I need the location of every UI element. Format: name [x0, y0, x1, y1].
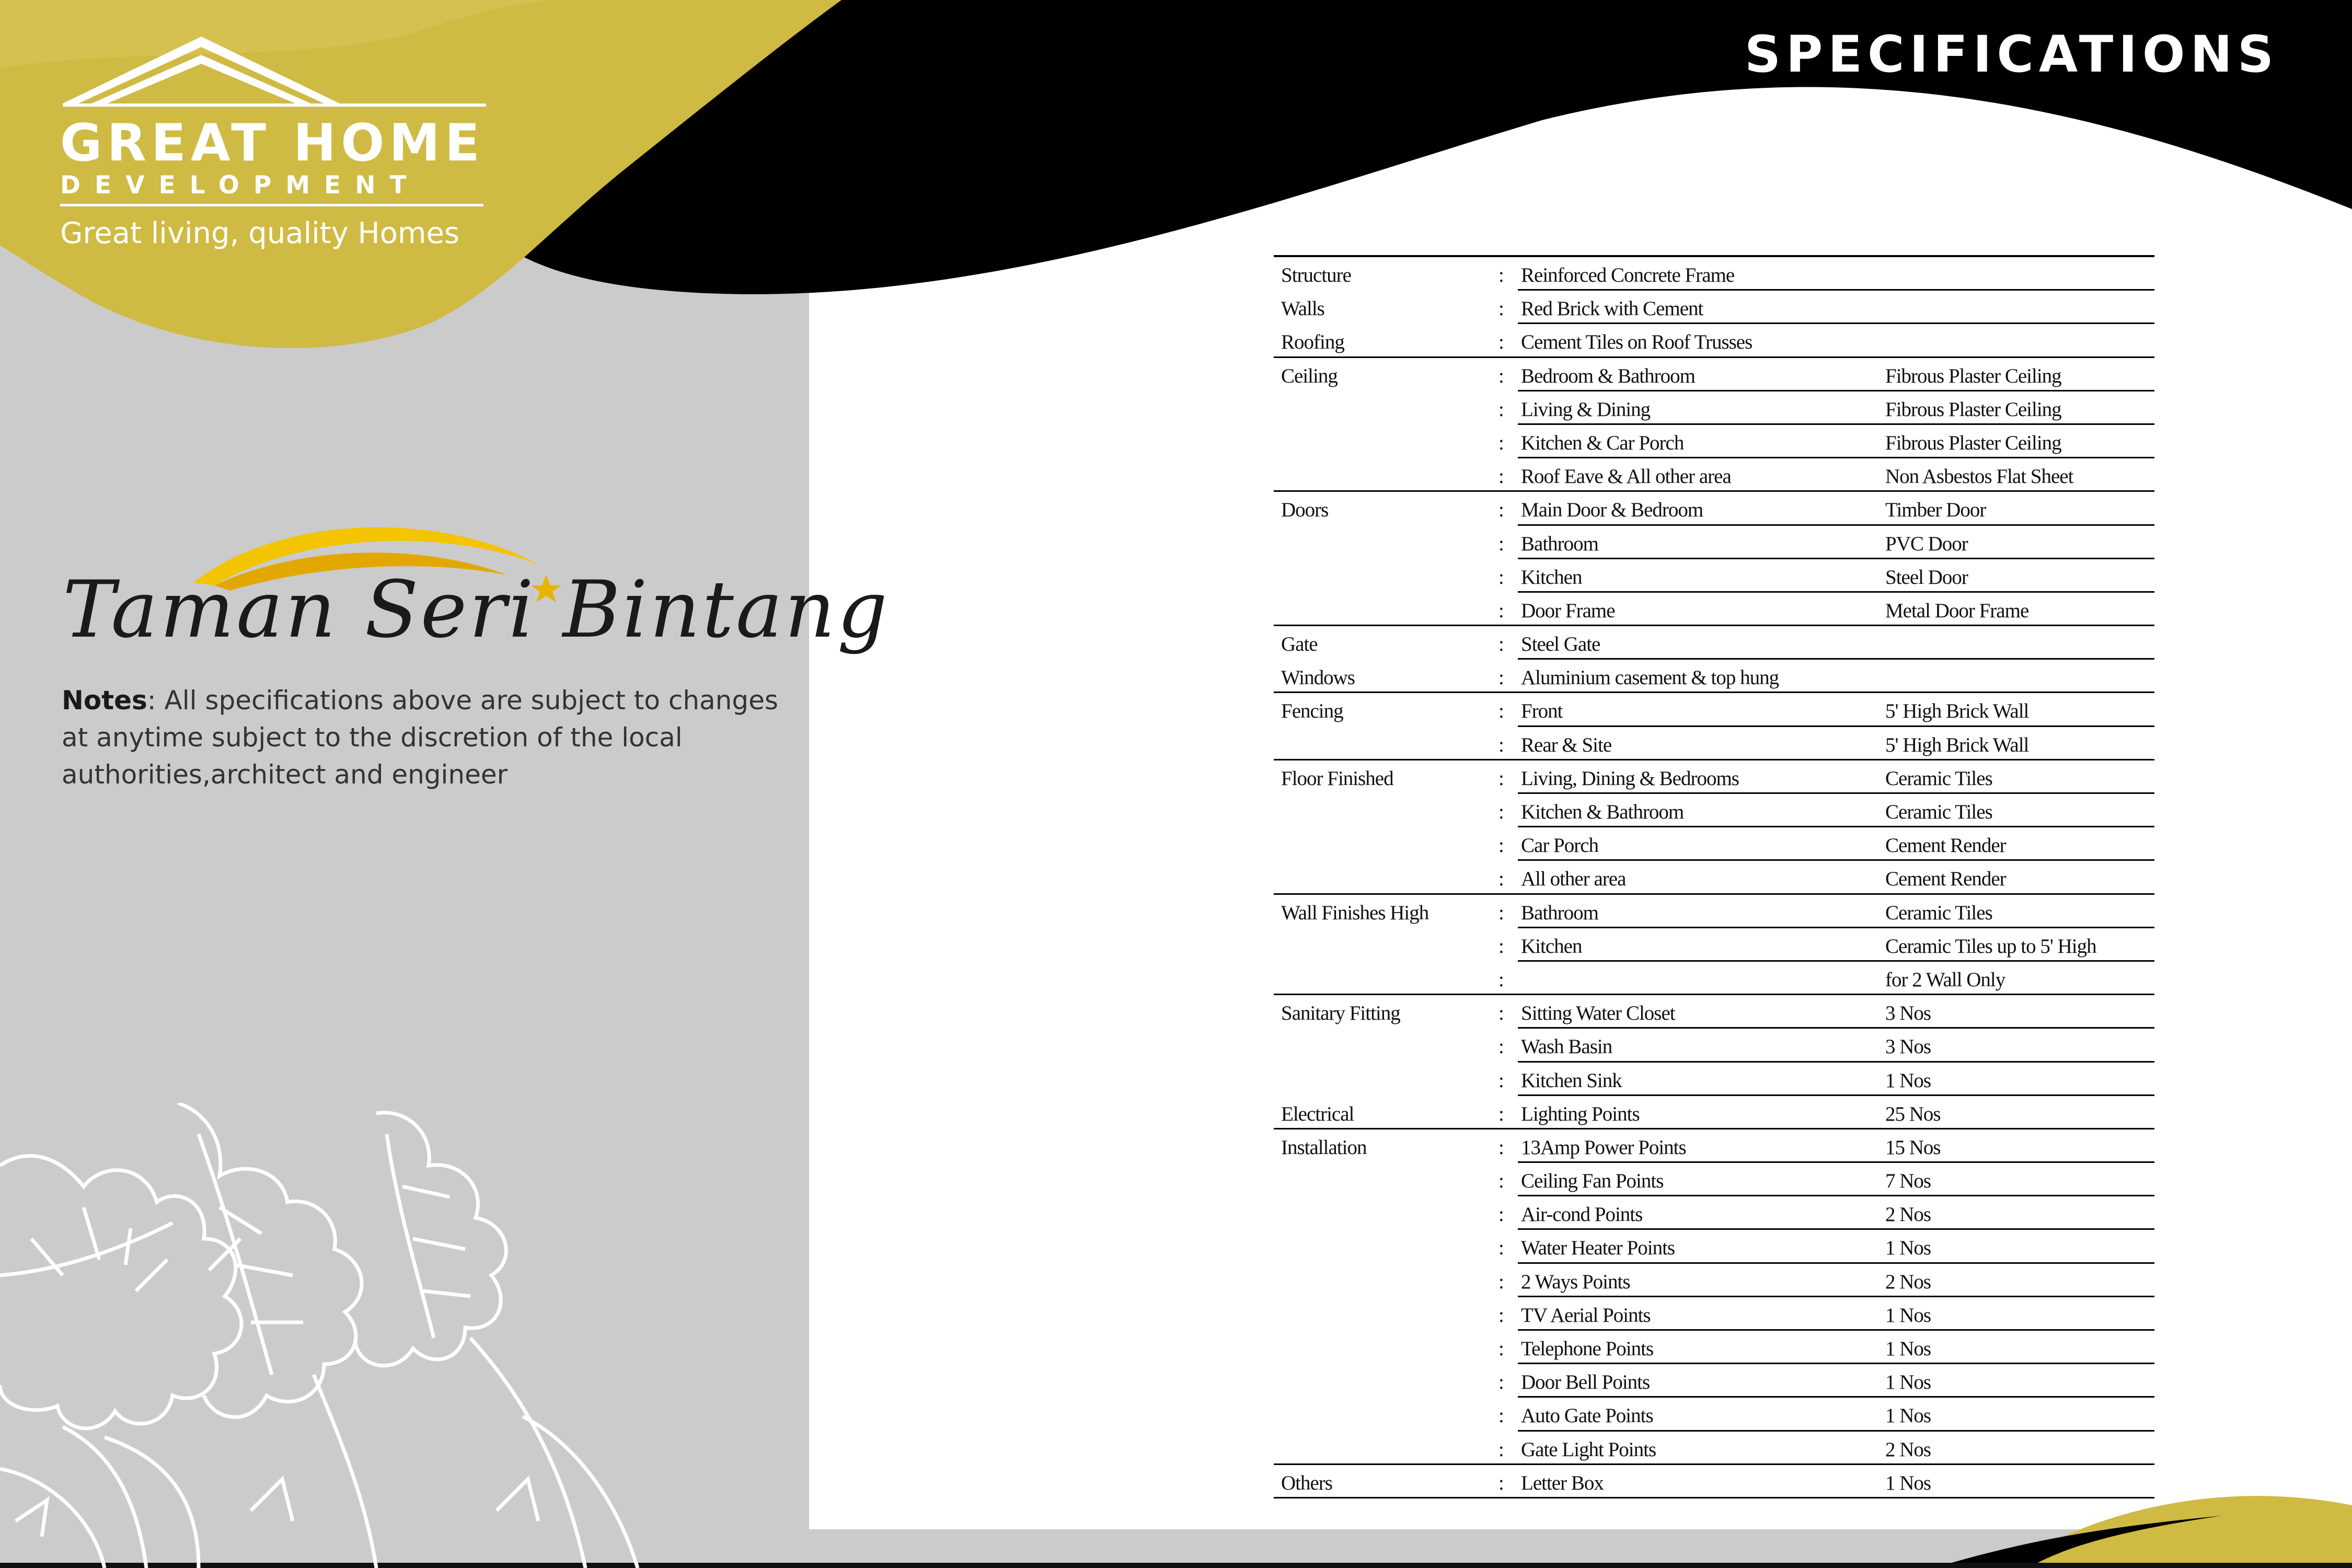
spec-item: Roof Eave & All other area	[1521, 465, 1731, 488]
spec-value: 15 Nos	[1885, 1136, 1941, 1159]
spec-item: 2 Ways Points	[1521, 1270, 1630, 1293]
table-row	[1274, 962, 2154, 995]
spec-item: Rear & Site	[1521, 733, 1612, 756]
spec-value: Cement Render	[1885, 834, 2006, 857]
table-row	[1274, 1230, 2154, 1263]
table-row	[1274, 559, 2154, 593]
row-divider	[1274, 1497, 2154, 1498]
spec-value: 2 Nos	[1885, 1270, 1931, 1293]
table-row	[1274, 593, 2154, 626]
spec-value: Ceramic Tiles	[1885, 767, 1992, 790]
page-title: SPECIFICATIONS	[1744, 25, 2279, 84]
spec-value: 1 Nos	[1885, 1069, 1931, 1092]
table-row	[1274, 1163, 2154, 1196]
spec-colon: :	[1498, 1102, 1504, 1125]
notes-body: : All specifications above are subject to changes at anytime subject to the discretion of the local authorities,architect and engineer	[62, 685, 778, 790]
spec-colon: :	[1498, 1170, 1504, 1193]
spec-colon: :	[1498, 599, 1504, 622]
spec-item: Living, Dining & Bedrooms	[1521, 767, 1739, 790]
spec-colon: :	[1498, 297, 1504, 320]
table-row	[1274, 827, 2154, 861]
table-row	[1274, 1331, 2154, 1364]
spec-value: Cement Render	[1885, 868, 2006, 891]
spec-item: Front	[1521, 700, 1563, 723]
table-row	[1274, 526, 2154, 559]
spec-category: Doors	[1281, 499, 1329, 522]
table-row	[1274, 324, 2154, 358]
spec-value: 2 Nos	[1885, 1438, 1931, 1461]
spec-item: Bathroom	[1521, 901, 1598, 924]
table-row	[1274, 794, 2154, 827]
spec-value: 2 Nos	[1885, 1203, 1931, 1226]
spec-item: Aluminium casement & top hung	[1521, 666, 1779, 689]
table-row	[1274, 1063, 2154, 1096]
spec-colon: :	[1498, 532, 1504, 555]
spec-item: Sitting Water Closet	[1521, 1002, 1675, 1025]
spec-colon: :	[1498, 834, 1504, 857]
spec-value: 5' High Brick Wall	[1885, 700, 2029, 723]
table-row	[1274, 995, 2154, 1029]
table-row	[1274, 1432, 2154, 1465]
spec-value: Fibrous Plaster Ceiling	[1885, 364, 2061, 387]
table-row	[1274, 492, 2154, 525]
table-row	[1274, 660, 2154, 693]
spec-category: Roofing	[1281, 331, 1344, 354]
table-row	[1274, 1029, 2154, 1062]
spec-item: Steel Gate	[1521, 633, 1600, 656]
spec-item: Reinforced Concrete Frame	[1521, 264, 1735, 286]
spec-colon: :	[1498, 1069, 1504, 1092]
spec-item: TV Aerial Points	[1521, 1304, 1651, 1327]
spec-item: Car Porch	[1521, 834, 1599, 857]
spec-category: Wall Finishes High	[1281, 901, 1429, 924]
spec-colon: :	[1498, 801, 1504, 823]
spec-category: Windows	[1281, 666, 1355, 689]
table-row	[1274, 861, 2154, 894]
spec-colon: :	[1498, 733, 1504, 756]
spec-colon: :	[1498, 1203, 1504, 1226]
spec-colon: :	[1498, 700, 1504, 723]
specifications-table	[1274, 255, 2154, 1498]
spec-colon: :	[1498, 1237, 1504, 1260]
table-row	[1274, 1465, 2154, 1498]
spec-item: Lighting Points	[1521, 1102, 1640, 1125]
spec-colon: :	[1498, 1002, 1504, 1025]
table-row	[1274, 1096, 2154, 1129]
spec-category: Structure	[1281, 264, 1351, 286]
spec-item: Kitchen & Car Porch	[1521, 431, 1684, 454]
spec-value: Metal Door Frame	[1885, 599, 2029, 622]
spec-colon: :	[1498, 1136, 1504, 1159]
spec-category: Installation	[1281, 1136, 1367, 1159]
spec-value: Timber Door	[1885, 499, 1986, 522]
spec-value: Ceramic Tiles up to 5' High	[1885, 935, 2096, 958]
spec-item: Wash Basin	[1521, 1035, 1612, 1058]
spec-item: Kitchen	[1521, 935, 1582, 958]
spec-item: Air-cond Points	[1521, 1203, 1643, 1226]
spec-value: 25 Nos	[1885, 1102, 1941, 1125]
leaf-decoration-icon	[0, 1103, 648, 1568]
spec-item: Main Door & Bedroom	[1521, 499, 1703, 522]
table-row	[1274, 1196, 2154, 1230]
spec-value: 3 Nos	[1885, 1002, 1931, 1025]
spec-colon: :	[1498, 1404, 1504, 1427]
table-row	[1274, 895, 2154, 928]
spec-item: Door Bell Points	[1521, 1371, 1650, 1394]
spec-colon: :	[1498, 1035, 1504, 1058]
table-row	[1274, 1297, 2154, 1331]
table-row	[1274, 458, 2154, 492]
table-row	[1274, 1264, 2154, 1297]
spec-colon: :	[1498, 1338, 1504, 1360]
spec-category: Others	[1281, 1471, 1332, 1494]
brand-logo	[60, 112, 489, 248]
spec-colon: :	[1498, 968, 1504, 991]
spec-value: Fibrous Plaster Ceiling	[1885, 398, 2061, 421]
spec-category: Walls	[1281, 297, 1324, 320]
spec-colon: :	[1498, 901, 1504, 924]
spec-colon: :	[1498, 767, 1504, 790]
notes-text	[62, 682, 793, 793]
spec-value: for 2 Wall Only	[1885, 968, 2005, 991]
spec-category: Fencing	[1281, 700, 1343, 723]
spec-colon: :	[1498, 666, 1504, 689]
spec-colon: :	[1498, 431, 1504, 454]
spec-value: 1 Nos	[1885, 1404, 1931, 1427]
notes-label: Notes	[62, 685, 147, 716]
spec-value: 7 Nos	[1885, 1170, 1931, 1193]
spec-colon: :	[1498, 1371, 1504, 1394]
spec-colon: :	[1498, 398, 1504, 421]
spec-value: Fibrous Plaster Ceiling	[1885, 431, 2061, 454]
spec-value: Ceramic Tiles	[1885, 901, 1992, 924]
spec-value: 1 Nos	[1885, 1304, 1931, 1327]
table-row	[1274, 1364, 2154, 1398]
spec-colon: :	[1498, 1304, 1504, 1327]
table-row	[1274, 760, 2154, 794]
spec-item: Ceiling Fan Points	[1521, 1170, 1664, 1193]
spec-item: Bathroom	[1521, 532, 1598, 555]
spec-item: Cement Tiles on Roof Trusses	[1521, 331, 1753, 354]
table-row	[1274, 928, 2154, 962]
brand-tagline: Great living, quality Homes	[60, 216, 460, 250]
table-row	[1274, 727, 2154, 760]
spec-colon: :	[1498, 935, 1504, 958]
table-row	[1274, 358, 2154, 391]
table-row	[1274, 425, 2154, 458]
table-row	[1274, 391, 2154, 425]
spec-value: PVC Door	[1885, 532, 1968, 555]
table-row	[1274, 1398, 2154, 1431]
table-row	[1274, 1129, 2154, 1163]
spec-value: 1 Nos	[1885, 1237, 1931, 1260]
spec-colon: :	[1498, 465, 1504, 488]
spec-value: 3 Nos	[1885, 1035, 1931, 1058]
spec-item: Telephone Points	[1521, 1338, 1654, 1360]
table-row	[1274, 693, 2154, 727]
spec-colon: :	[1498, 633, 1504, 656]
spec-item: All other area	[1521, 868, 1626, 891]
spec-item: Water Heater Points	[1521, 1237, 1675, 1260]
spec-item: 13Amp Power Points	[1521, 1136, 1686, 1159]
table-row	[1274, 626, 2154, 660]
spec-item: Red Brick with Cement	[1521, 297, 1703, 320]
spec-value: 5' High Brick Wall	[1885, 733, 2029, 756]
spec-item: Letter Box	[1521, 1471, 1604, 1494]
spec-colon: :	[1498, 331, 1504, 354]
spec-colon: :	[1498, 364, 1504, 387]
spec-category: Gate	[1281, 633, 1318, 656]
spec-value: Non Asbestos Flat Sheet	[1885, 465, 2073, 488]
spec-item: Bedroom & Bathroom	[1521, 364, 1695, 387]
house-roof-icon	[60, 31, 489, 110]
spec-item: Living & Dining	[1521, 398, 1651, 421]
spec-value: Ceramic Tiles	[1885, 801, 1992, 823]
spec-value: 1 Nos	[1885, 1471, 1931, 1494]
spec-value: 1 Nos	[1885, 1371, 1931, 1394]
spec-colon: :	[1498, 1270, 1504, 1293]
spec-colon: :	[1498, 264, 1504, 286]
spec-item: Kitchen & Bathroom	[1521, 801, 1684, 823]
spec-category: Ceiling	[1281, 364, 1338, 387]
spec-item: Kitchen Sink	[1521, 1069, 1622, 1092]
spec-colon: :	[1498, 499, 1504, 522]
spec-item: Auto Gate Points	[1521, 1404, 1653, 1427]
spec-value: Steel Door	[1885, 566, 1968, 589]
project-name: Taman Seri Bintang	[63, 564, 890, 655]
spec-colon: :	[1498, 1471, 1504, 1494]
spec-colon: :	[1498, 868, 1504, 891]
brand-sub: DEVELOPMENT	[60, 173, 483, 206]
spec-item: Kitchen	[1521, 566, 1582, 589]
spec-category: Sanitary Fitting	[1281, 1002, 1400, 1025]
spec-colon: :	[1498, 1438, 1504, 1461]
spec-item: Door Frame	[1521, 599, 1615, 622]
spec-item: Gate Light Points	[1521, 1438, 1656, 1461]
spec-value: 1 Nos	[1885, 1338, 1931, 1360]
spec-colon: :	[1498, 566, 1504, 589]
spec-category: Floor Finished	[1281, 767, 1393, 790]
spec-category: Electrical	[1281, 1102, 1354, 1125]
table-row	[1274, 291, 2154, 324]
table-row	[1274, 257, 2154, 291]
brand-name: GREAT HOME	[60, 113, 485, 173]
